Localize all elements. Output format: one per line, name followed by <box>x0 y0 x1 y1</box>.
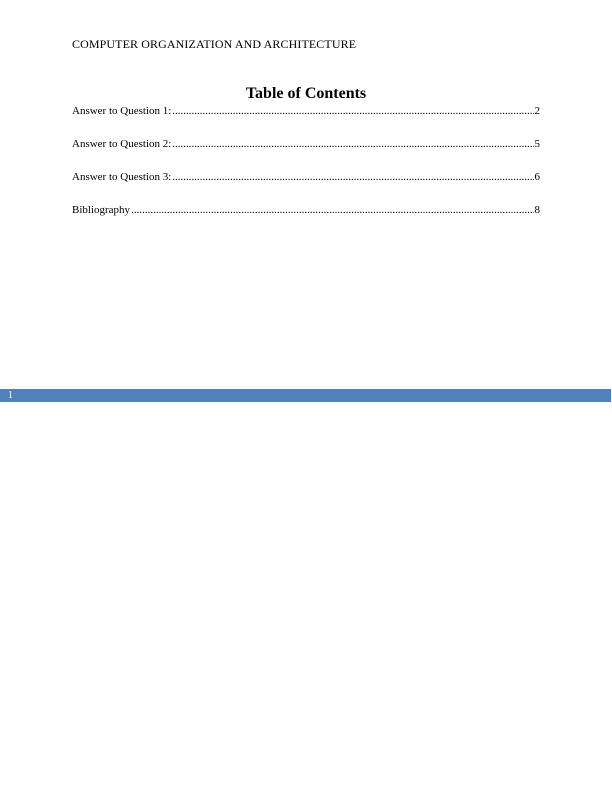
toc-entry[interactable] <box>72 137 540 151</box>
toc-dot-leader <box>172 104 533 118</box>
footer-band <box>0 389 611 402</box>
page-number: 1 <box>8 390 13 401</box>
toc-entry-label: Answer to Question 2: <box>72 138 172 150</box>
toc-entry-page: 2 <box>534 105 540 117</box>
toc-entry-page: 8 <box>534 204 540 216</box>
toc-entry-label: Answer to Question 3: <box>72 171 172 183</box>
toc-entry-label: Answer to Question 1: <box>72 105 172 117</box>
toc-entry-label: Bibliography <box>72 204 131 216</box>
toc-entry-page: 5 <box>534 138 540 150</box>
toc-entry[interactable] <box>72 170 540 184</box>
running-header: COMPUTER ORGANIZATION AND ARCHITECTURE <box>72 37 357 51</box>
toc-dot-leader <box>172 137 533 151</box>
toc-title: Table of Contents <box>245 85 367 102</box>
toc-entry[interactable] <box>72 104 540 118</box>
toc-dot-leader <box>131 203 533 217</box>
toc-list <box>72 104 540 236</box>
toc-entry-page: 6 <box>534 171 540 183</box>
toc-entry[interactable] <box>72 203 540 217</box>
toc-dot-leader <box>172 170 533 184</box>
